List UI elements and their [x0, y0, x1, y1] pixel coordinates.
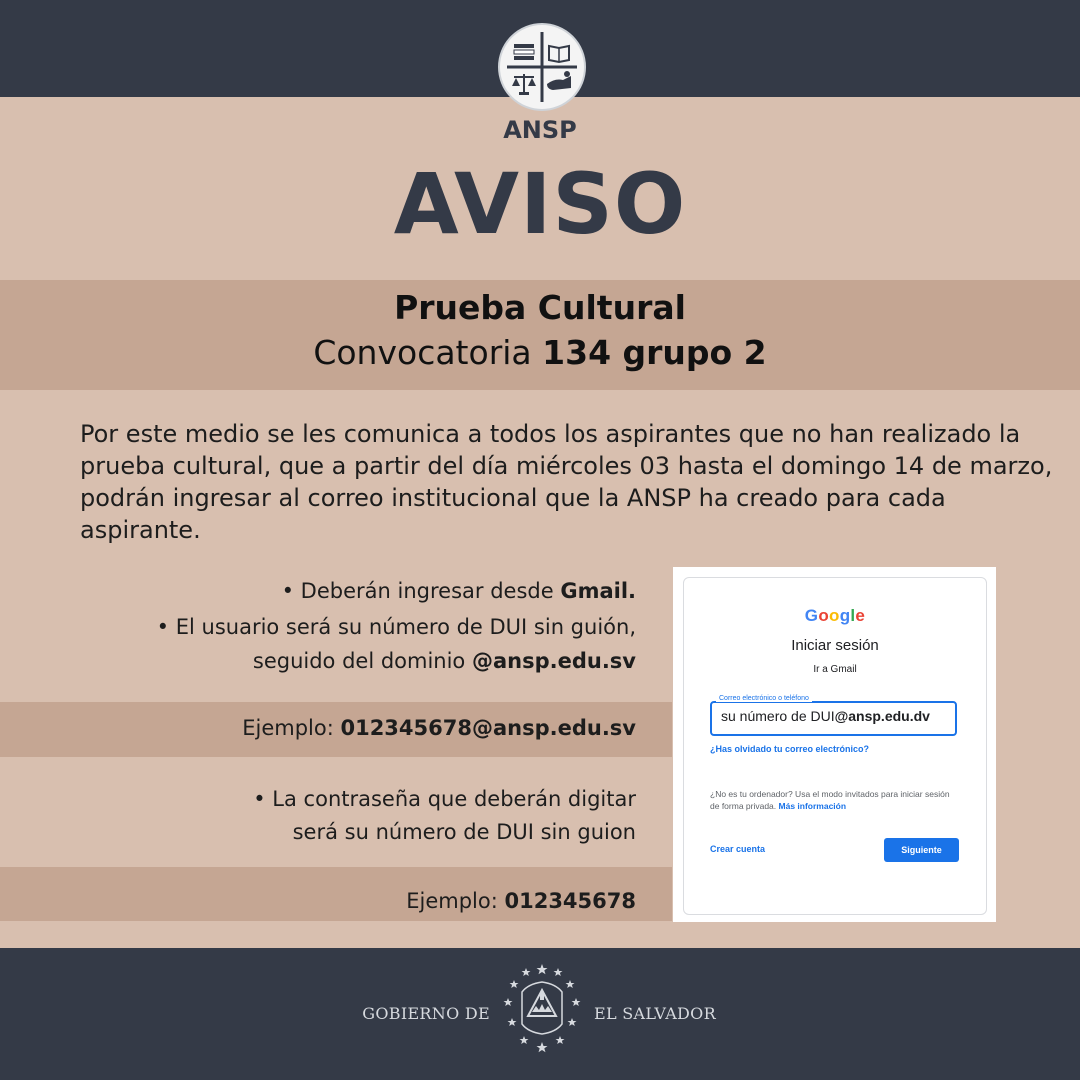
- email-value-prefix: su número de DUI: [721, 708, 835, 724]
- ansp-logo: [497, 22, 587, 112]
- example-email: [242, 716, 636, 740]
- band-subtitle: [0, 333, 1080, 372]
- page-title: AVISO: [393, 155, 687, 253]
- google-logo-letter: e: [855, 606, 866, 625]
- footer-right-text: EL SALVADOR: [594, 1004, 716, 1023]
- email-field-value[interactable]: [721, 708, 930, 724]
- google-logo: [683, 606, 987, 626]
- email-field-label: Correo electrónico o teléfono: [716, 695, 812, 702]
- signin-subtitle: Ir a Gmail: [813, 664, 857, 675]
- notice-text: Por este medio se les comunica a todos los aspirantes que no han realizado la prueba cultural, que a partir del día miércoles 03 hasta el domingo 14 de marzo, podrán ingresar al correo institucional que la ANSP ha creado para cada aspirante.: [80, 420, 1053, 544]
- band-sub-bold: 134 grupo 2: [542, 333, 767, 372]
- gmail-prefix: • Deberán ingresar desde: [281, 579, 561, 603]
- user-instruction-line1: • El usuario será su número de DUI sin guión,: [156, 615, 636, 639]
- example-password: [406, 889, 636, 913]
- gmail-instruction: [282, 579, 636, 603]
- user-line2-bold: @ansp.edu.sv: [471, 649, 636, 673]
- example2-bold: 012345678: [504, 889, 636, 913]
- example1-bold: 012345678@ansp.edu.sv: [340, 716, 636, 740]
- user-instruction-line2: [253, 649, 636, 673]
- example1-prefix: Ejemplo:: [242, 716, 341, 740]
- band-title: Prueba Cultural: [394, 288, 686, 327]
- signin-title: Iniciar sesión: [791, 637, 879, 654]
- password-instruction-line2: será su número de DUI sin guion: [292, 820, 636, 844]
- guest-mode-text: [710, 788, 960, 812]
- gmail-bold: Gmail.: [560, 579, 636, 603]
- org-name: ANSP: [503, 116, 577, 144]
- google-logo-letter: l: [850, 606, 856, 625]
- next-button[interactable]: Siguiente: [884, 838, 959, 862]
- more-info-link[interactable]: Más información: [778, 801, 847, 811]
- el-salvador-emblem-icon: [500, 962, 584, 1056]
- guest-text: ¿No es tu ordenador? Usa el modo invitados para iniciar sesión de forma privada.: [710, 789, 950, 811]
- google-logo-letter: G: [804, 606, 819, 625]
- email-value-bold: @ansp.edu.dv: [834, 708, 930, 724]
- password-instruction-line1: • La contraseña que deberán digitar: [253, 787, 636, 811]
- footer-left-text: GOBIERNO DE: [362, 1004, 490, 1023]
- google-logo-letter: o: [829, 606, 840, 625]
- google-logo-letter: o: [818, 606, 830, 625]
- forgot-email-link[interactable]: ¿Has olvidado tu correo electrónico?: [710, 744, 870, 754]
- create-account-link[interactable]: Crear cuenta: [710, 844, 766, 854]
- user-line2-prefix: seguido del dominio: [252, 649, 472, 673]
- example2-prefix: Ejemplo:: [406, 889, 505, 913]
- band-sub-prefix: Convocatoria: [313, 333, 543, 372]
- google-logo-letter: g: [839, 606, 851, 625]
